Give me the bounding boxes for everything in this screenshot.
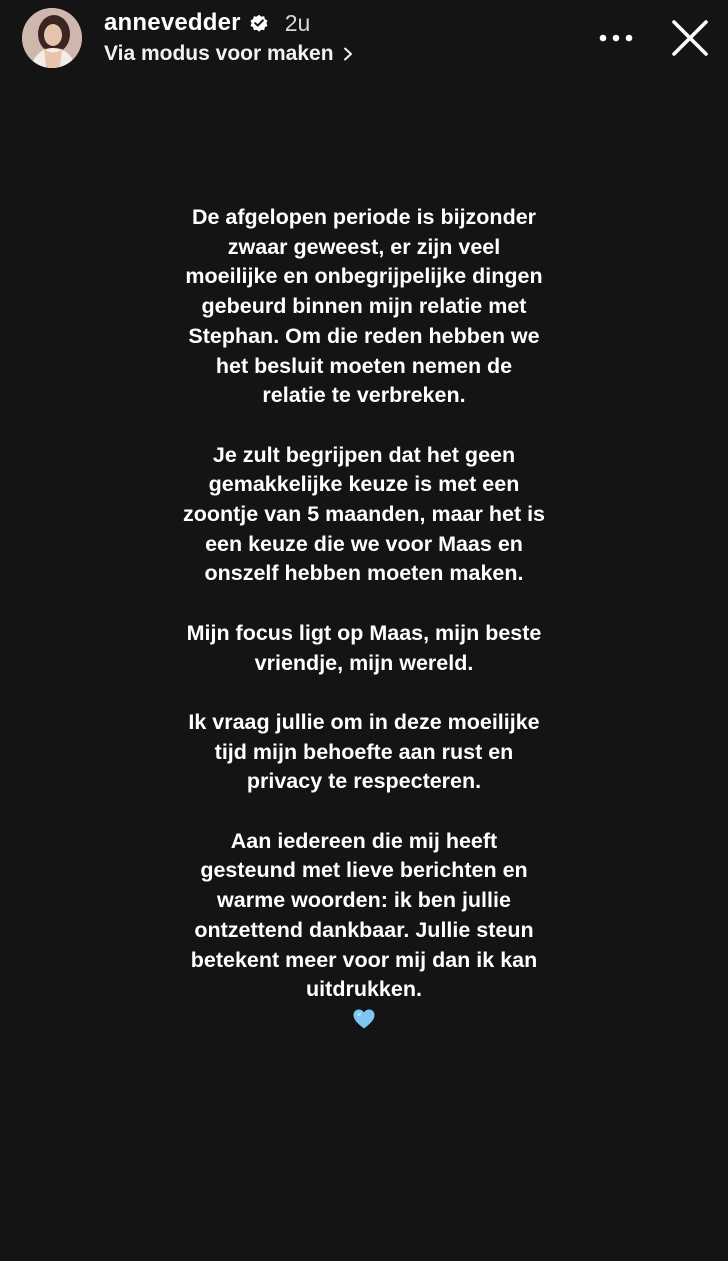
username[interactable]: annevedder [104, 9, 241, 36]
story-header [0, 0, 728, 80]
story-paragraph-4: Ik vraag jullie om in deze moeilijke tijd mijn behoefte aan rust en privacy te respecteren. [188, 709, 540, 794]
avatar[interactable] [22, 8, 82, 68]
creation-mode-link[interactable] [104, 40, 354, 68]
light-blue-heart-icon [352, 1007, 376, 1031]
close-icon[interactable] [668, 16, 712, 60]
creation-mode-label: Via modus voor maken [104, 42, 334, 65]
more-dots-icon[interactable] [596, 22, 636, 54]
story-paragraph-1: De afgelopen periode is bijzonder zwaar geweest, er zijn veel moeilijke en onbegrijpelijke dingen gebeurd binnen mijn relatie met Stephan. Om die reden hebben we het besluit moeten nemen de relatie te verbreken. [185, 205, 543, 408]
story-paragraph-2: Je zult begrijpen dat het geen gemakkelijke keuze is met een zoontje van 5 maanden, maar het is een keuze die we voor Maas en onszelf hebben moeten maken. [182, 442, 546, 586]
story-paragraph-3: Mijn focus ligt op Maas, mijn beste vriendje, mijn wereld. [186, 620, 542, 675]
avatar-image [22, 8, 82, 68]
post-time: 2u [284, 9, 311, 36]
verified-badge-icon [249, 13, 269, 33]
story-text [114, 203, 614, 1031]
user-line [104, 8, 310, 38]
chevron-right-icon [342, 46, 354, 62]
story-paragraph-5: Aan iedereen die mij heeft gesteund met lieve berichten en warme woorden: ik ben jullie ontzettend dankbaar. Jullie steun betekent meer voor mij dan ik kan uitdrukken. [190, 828, 538, 1002]
